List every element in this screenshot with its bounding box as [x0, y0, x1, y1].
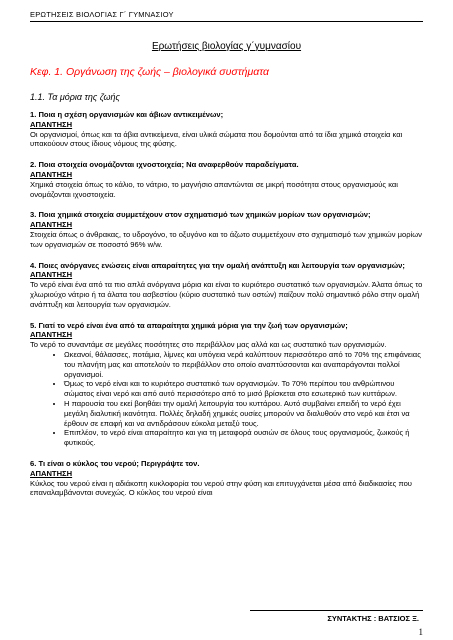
question-text: 4. Ποιες ανόργανες ενώσεις είναι απαραίτητες για την ομαλή ανάπτυξη και λειτουργία των οργανισμών;: [30, 260, 405, 270]
qa-item: [30, 210, 423, 249]
qa-item: [30, 459, 423, 498]
footer-author: ΣΥΝΤΑΚΤΗΣ : ΒΑΤΣΙΟΣ Ξ.: [327, 614, 419, 623]
footer-rule: [250, 610, 423, 611]
bullet-item: • Όμως το νερό είναι και το κυριότερο συστατικό των οργανισμών. Το 70% περίπου του ανθρώπινου σώματος είναι νερό και από αυτό περισσότερο από το μισό βρίσκεται στο εσωτερικό των κυττάρων.: [64, 379, 423, 399]
qa-item: [30, 321, 423, 448]
qa-item: [30, 110, 423, 149]
qa-item: [30, 160, 423, 199]
answer-label: ΑΠΑΝΤΗΣΗ: [30, 270, 73, 280]
question-text: 6. Τι είναι ο κύκλος του νερού; Περιγράψτε τον.: [30, 458, 200, 468]
bullet-item: • Επιπλέον, το νερό είναι απαραίτητο και για τη μεταφορά ουσιών σε όλους τους οργανισμούς, ζωικούς ή φυτικούς.: [64, 428, 423, 448]
question-text: 2. Ποια στοιχεία ονομάζονται ιχνοστοιχεία; Να αναφερθούν παραδείγματα.: [30, 160, 299, 170]
question-text: 5. Γιατί το νερό είναι ένα από τα απαραίτητα χημικά μόρια για την ζωή των οργανισμών;: [30, 320, 348, 330]
running-header: ΕΡΩΤΗΣΕΙΣ ΒΙΟΛΟΓΙΑΣ Γ΄ ΓΥΜΝΑΣΙΟΥ: [30, 10, 174, 19]
answer-text: Το νερό είναι ένα από τα πιο απλά ανόργανα μόρια και είναι το κυριότερο συστατικό των οργανισμών. Άλατα όπως το χλωριούχο νάτριο ή τα άλατα του ασβεστίου (κύριο συστατικό των οστών) παίζουν πολύ σημαντικό ρόλο στην ομαλή ανάπτυξη και λειτουργία των οργανισμών.: [30, 280, 423, 309]
page-number: 1: [418, 627, 423, 637]
chapter-heading: Κεφ. 1. Οργάνωση της ζωής – βιολογικά συστήματα: [30, 66, 269, 78]
answer-label: ΑΠΑΝΤΗΣΗ: [30, 119, 73, 129]
question-text: 3. Ποια χημικά στοιχεία συμμετέχουν στον σχηματισμό των χημικών μορίων των οργανισμών;: [30, 210, 371, 220]
bullet-item: • Ωκεανοί, θάλασσες, ποτάμια, λίμνες και υπόγεια νερά καλύπτουν περισσότερο από το 70% της επιφάνειας του πλανήτη μας και αποτελούν το περιβάλλον στο οποίο αναπτύσσονται και αναπαράγονται πολλοί οργανισμοί.: [64, 350, 423, 379]
answer-bullet-list: [30, 350, 423, 448]
answer-label: ΑΠΑΝΤΗΣΗ: [30, 169, 73, 179]
answer-label: ΑΠΑΝΤΗΣΗ: [30, 468, 73, 478]
answer-text: Το νερό το συναντάμε σε μεγάλες ποσότητες στο περιβάλλον μας αλλά και ως συστατικό των οργανισμών.: [30, 340, 387, 350]
answer-text: Χημικά στοιχεία όπως το κάλιο, το νάτριο, το μαγνήσιο απαντώνται σε μικρή ποσότητα στους οργανισμούς και ονομάζονται ιχνοστοιχεία.: [30, 179, 398, 199]
qa-content: [30, 110, 423, 509]
section-heading: 1.1. Τα μόρια της ζωής: [30, 92, 120, 102]
answer-text: Στοιχεία όπως ο άνθρακας, το υδρογόνο, το οξυγόνο και το άζωτο συμμετέχουν στο σχηματισμό των χημικών μορίων των οργανισμών σε ποσοστό 96% w/w.: [30, 229, 422, 249]
answer-label: ΑΠΑΝΤΗΣΗ: [30, 220, 73, 230]
bullet-item: • Η παρουσία του εκεί βοηθάει την ομαλή λειτουργία του κυττάρου. Αυτό συμβαίνει επειδή το νερό έχει μεγάλη διαλυτική ικανότητα. Πολλές δηλαδή χημικές ουσίες μπορούν να διαλυθούν στο νερό και έτσι να έρθουν σε επαφή και να αντιδράσουν εύκολα μεταξύ τους.: [64, 399, 423, 428]
document-title: Ερωτήσεις βιολογίας γ΄γυμνασίου: [151, 41, 302, 52]
answer-text: Οι οργανισμοί, όπως και τα άβια αντικείμενα, είναι υλικά σώματα που δομούνται από τα ίδια χημικά στοιχεία και υπακούουν στους ίδιους νόμους της φύσης.: [30, 129, 403, 149]
answer-label: ΑΠΑΝΤΗΣΗ: [30, 330, 73, 340]
header-rule: [30, 21, 423, 22]
qa-item: [30, 261, 423, 310]
answer-text: Κύκλος του νερού είναι η αδιάκοπη κυκλοφορία του νερού στην φύση και επιτυγχάνεται μέσα από διαδικασίες που επαναλαμβάνονται συνεχώς. Ο κύκλος του νερού είναι: [30, 478, 412, 498]
question-text: 1. Ποια η σχέση οργανισμών και άβιων αντικειμένων;: [30, 110, 224, 119]
